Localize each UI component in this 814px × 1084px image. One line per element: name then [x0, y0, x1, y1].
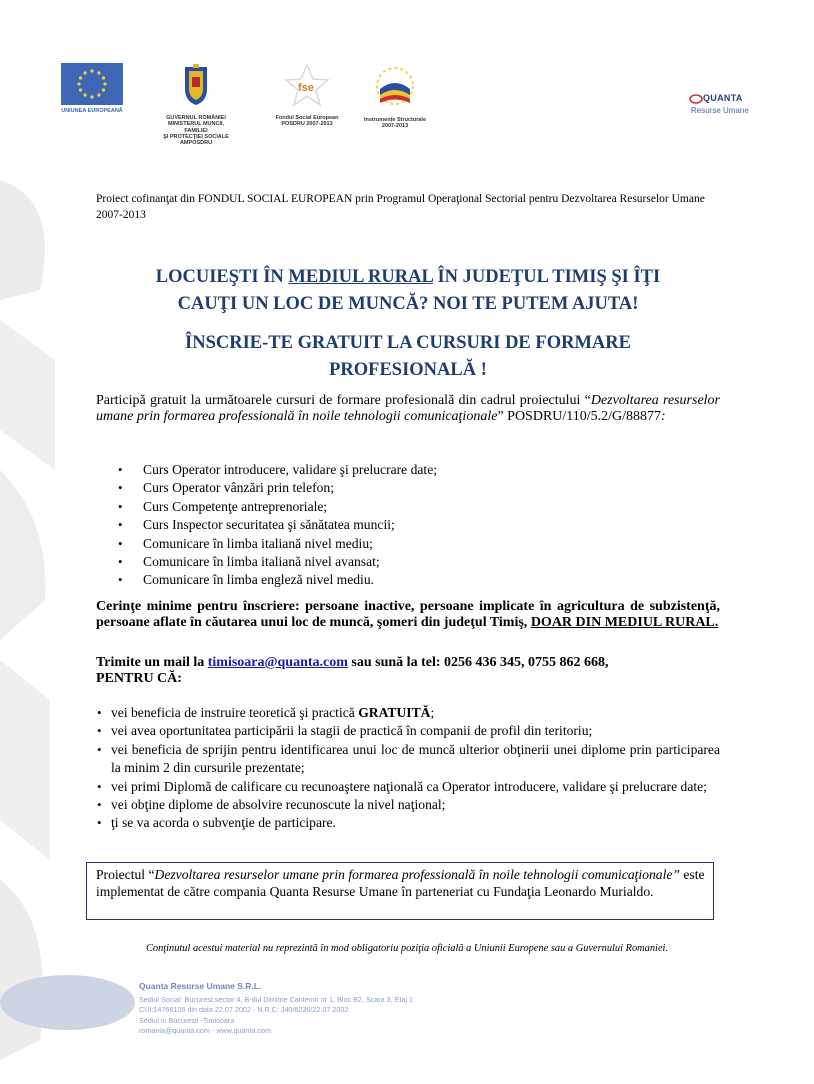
headline-enroll: ÎNSCRIE-TE GRATUIT LA CURSURI DE FORMARE PROFESIONALĂ ! — [185, 333, 631, 380]
svg-text:fse: fse — [298, 82, 314, 94]
disclaimer: Conţinutul acestui material nu reprezintă în mod obligatoriu poziţia oficială a Uniunii Europene sau a Guvernului Romaniei. — [145, 943, 669, 954]
government-caption: GUVERNUL ROMÂNIEI MINISTERUL MUNCII, FAMILIEI ŞI PROTECŢIEI SOCIALE AMPOSDRU — [163, 115, 229, 147]
fse-caption: Fondul Social European POSDRU 2007-2013 — [275, 115, 339, 128]
list-item: • Curs Inspector securitatea şi sănătatea muncii; — [96, 516, 720, 534]
intro-text: Proiect cofinanţat din FONDUL SOCIAL EUROPEAN prin Programul Operaţional Sectorial pentru Dezvoltarea Resurselor Umane 2007-2013 — [96, 193, 705, 221]
headline-main: LOCUIEŞTI ÎN MEDIUL RURAL ÎN JUDEŢUL TIMIŞ ŞI ÎŢI CAUŢI UN LOC DE MUNCĂ? NOI TE PUTEM AJUTA! — [155, 267, 661, 314]
quanta-subtitle: Resurse Umane — [691, 105, 749, 115]
quanta-logo — [689, 93, 749, 115]
fse-star-icon — [284, 63, 330, 107]
courses-list — [96, 461, 720, 590]
romania-coat-of-arms-icon — [181, 63, 211, 107]
email-link[interactable]: timisoara@quanta.com — [207, 655, 348, 670]
list-item: • Comunicare în limba italiană nivel mediu; — [96, 535, 720, 553]
list-item: • vei avea oportunitatea participării la stagii de practică în companii de profil din teritoriu; — [96, 722, 720, 740]
list-item: • vei beneficia de instruire teoretică şi practică GRATUITĂ; — [96, 704, 720, 722]
eu-caption: UNIUNEA EUROPEANĂ — [61, 108, 123, 114]
quanta-swoosh-icon — [689, 94, 703, 104]
eu-logo — [57, 63, 127, 114]
contact-text: Trimite un mail la timisoara@quanta.com sau sună la tel: 0256 436 345, 0755 862 668, PENTRU CĂ: — [96, 655, 609, 687]
footer-line: Sediul in Bucuresti -Timisoara — [139, 1015, 235, 1025]
requirements-text: Cerinţe minime pentru înscriere: persoane inactive, persoane implicate în agricultura de subzistenţă, persoane aflate în căutarea unui loc de muncă, şomeri din judeţul Timiş, DOAR DIN MEDIUL RURAL. — [96, 599, 720, 631]
fse-logo — [272, 63, 342, 128]
structural-instruments-icon — [372, 63, 418, 109]
footer-decoration — [0, 975, 135, 1030]
footer — [139, 981, 413, 1037]
structural-instruments-caption: Instrumente Structurale 2007-2013 — [363, 117, 427, 130]
list-item: • Comunicare în limba engleză nivel mediu. — [96, 571, 720, 589]
structural-instruments-logo — [360, 63, 430, 130]
list-item: • Curs Operator vânzări prin telefon; — [96, 479, 720, 497]
footer-line: romania@quanta.com - www.quanta.com — [139, 1026, 271, 1035]
list-item: • vei obţine diplome de absolvire recunoscute la nivel naţional; — [96, 796, 720, 814]
list-item: • Curs Operator introducere, validare şi prelucrare date; — [96, 461, 720, 479]
eu-flag-icon — [61, 63, 123, 105]
footer-company-name: Quanta Resurse Umane S.R.L. — [139, 981, 262, 991]
list-item: • Curs Competenţe antreprenoriale; — [96, 498, 720, 516]
courses-intro-paragraph: Participă gratuit la următoarele cursuri de formare profesională din cadrul proiectului “Dezvoltarea resurselor umane prin formarea professională în noile tehnologii comunicaţionale” POSDRU/110/5.2/G/88877: — [96, 393, 720, 424]
list-item: • ţi se va acorda o subvenţie de participare. — [96, 814, 720, 832]
list-item: • vei beneficia de sprijin pentru identificarea unui loc de muncă ulterior obţinerii unei diplome prin participarea la minim 2 din cursurile prezentate; — [96, 741, 720, 778]
list-item: • Comunicare în limba italiană nivel avansat; — [96, 553, 720, 571]
footer-line: Sediul Social: Bucurest,sector 4, B-dul Dimitrie Cantemir nr 1, Bloc B2, Scara 3, Etaj 1 — [139, 994, 414, 1004]
quanta-brand: QUANTA — [689, 93, 749, 104]
benefits-list — [96, 704, 720, 833]
project-info-box: Proiectul “Dezvoltarea resurselor umane prin formarea professională în noile tehnologii comunicaţionale” este implementat de către compania Quanta Resurse Umane în parteneriat cu Fundaţia Leonardo Murialdo. — [86, 862, 714, 920]
list-item: • vei primi Diplomă de calificare cu recunoaştere naţională ca Operator introducere, validare şi prelucrare date; — [96, 778, 720, 796]
government-logo — [160, 63, 232, 147]
footer-line: CUI:14766106 din data 22.07.2002 - N.R.C: J40/6236/22.07.2002 — [139, 1005, 349, 1014]
